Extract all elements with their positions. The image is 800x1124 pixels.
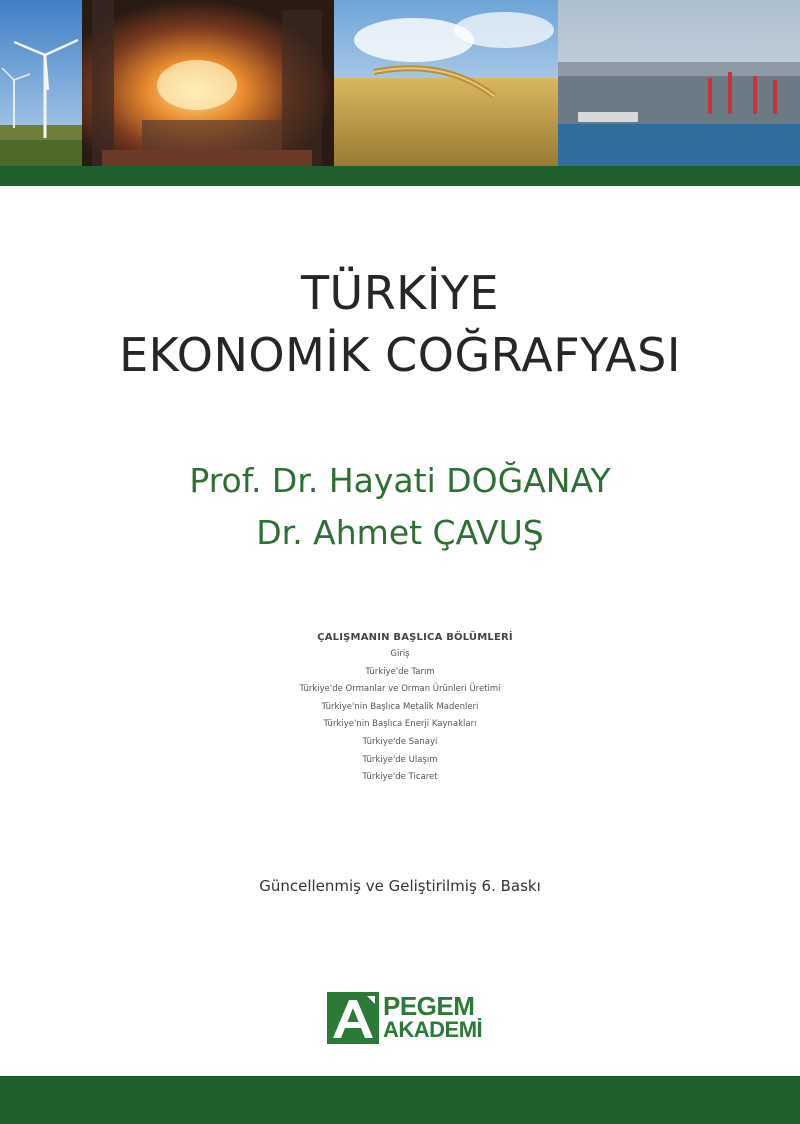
contents-heading: ÇALIŞMANIN BAŞLICA BÖLÜMLERİ (317, 632, 513, 643)
publisher-name (383, 991, 483, 1042)
publisher-name-line1: PEGEM (383, 991, 475, 1021)
author-2: Dr. Ahmet ÇAVUŞ (256, 513, 544, 552)
contents-item: Giriş (390, 649, 410, 659)
top-green-band (0, 166, 800, 186)
contents-item: Türkiye'de Sanayi (362, 736, 438, 747)
publisher-logo (327, 992, 482, 1044)
cover-photo-strip (0, 0, 800, 166)
contents-item: Türkiye'nin Başlıca Enerji Kaynakları (323, 719, 477, 730)
pegem-logo-icon (327, 992, 379, 1044)
title-line-2: EKONOMİK COĞRAFYASI (119, 328, 681, 382)
contents-item: Türkiye'nin Başlıca Metalik Madenleri (321, 701, 479, 712)
author-1: Prof. Dr. Hayati DOĞANAY (189, 461, 611, 500)
harbor-port-image (558, 0, 800, 166)
edition-text: Güncellenmiş ve Geliştirilmiş 6. Baskı (259, 877, 541, 895)
contents-item: Türkiye'de Ulaşım (362, 754, 438, 765)
contents-list (0, 630, 800, 787)
steel-foundry-image (82, 0, 334, 166)
book-title (0, 262, 800, 386)
wind-turbines-image (0, 0, 82, 166)
title-line-1: TÜRKİYE (300, 266, 500, 320)
contents-item: Türkiye'de Tarım (365, 666, 435, 677)
wheat-field-image (334, 0, 558, 166)
authors (0, 455, 800, 559)
contents-item: Türkiye'de Ormanlar ve Orman Ürünleri Üretimi (299, 684, 501, 695)
contents-item: Türkiye'de Ticaret (362, 772, 438, 783)
publisher-name-line2: AKADEMİ (383, 1017, 483, 1042)
bottom-green-band (0, 1076, 800, 1124)
